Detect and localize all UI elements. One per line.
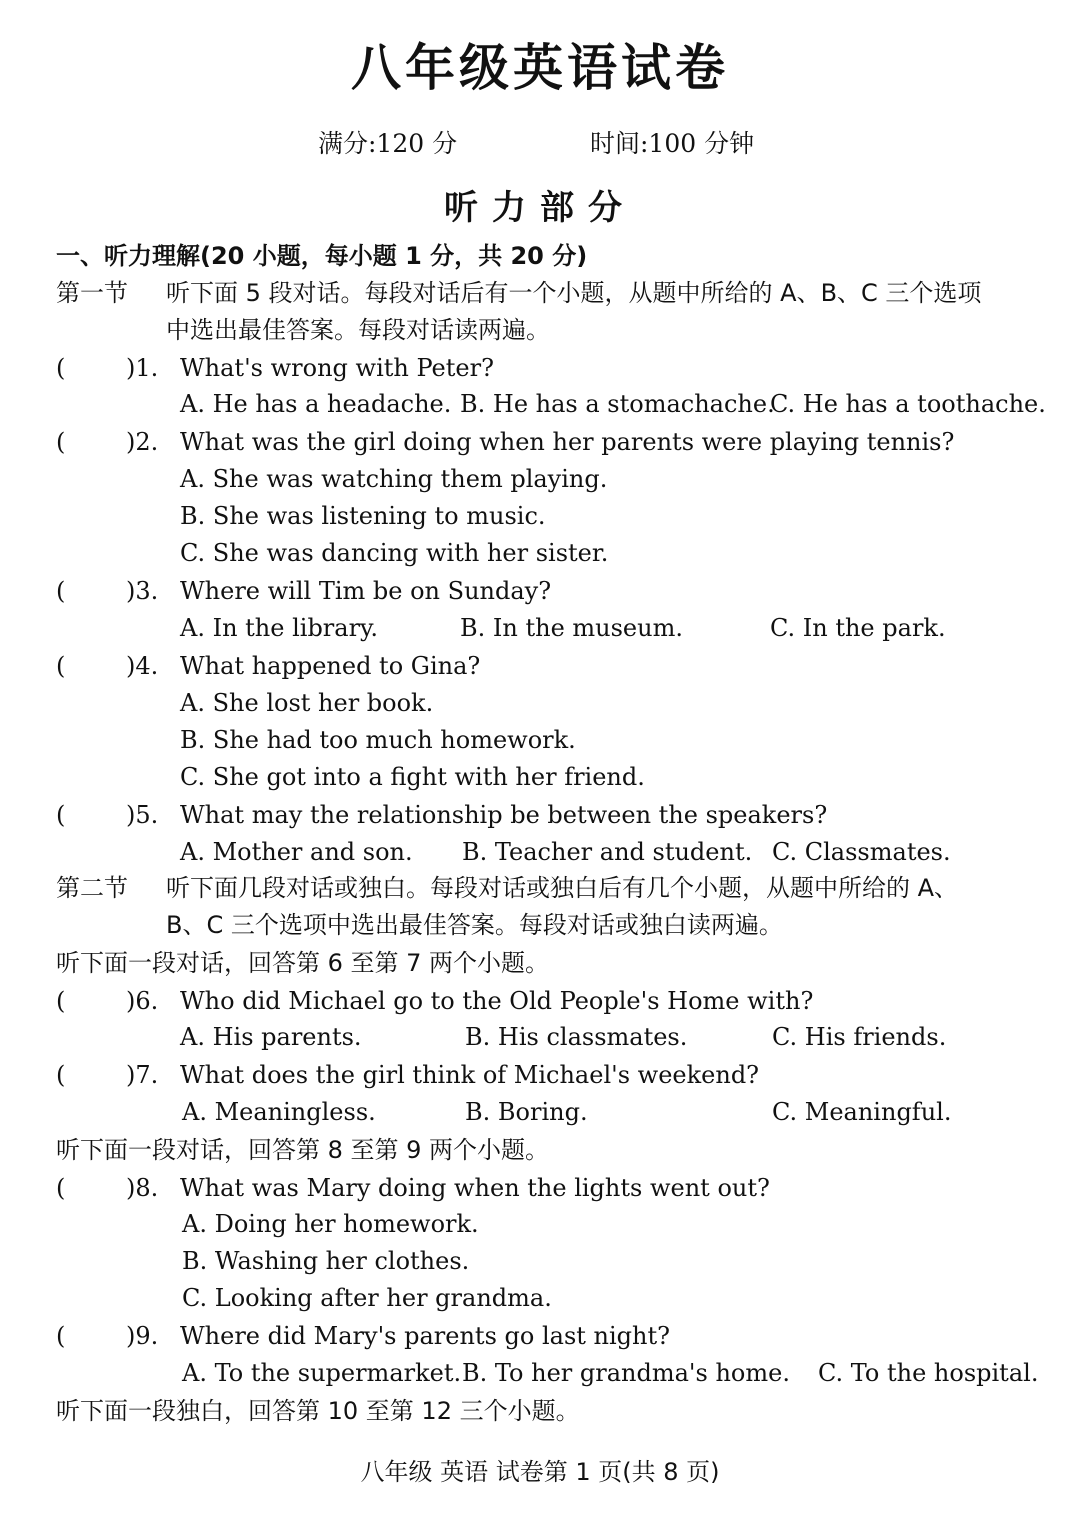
option-b: B. Teacher and student. [462,838,753,866]
question-text: What may the relationship be between the speakers? [180,801,828,829]
instruction-8-9: 听下面一段对话，回答第 8 至第 9 两个小题。 [56,1136,550,1164]
question-text: What's wrong with Peter? [180,354,494,382]
option-row [0,759,1080,795]
option-row [0,1243,1080,1279]
full-score: 满分:120 分 [318,129,458,158]
option-b: B. Boring. [465,1098,588,1126]
instruction-6-7: 听下面一段对话，回答第 6 至第 7 两个小题。 [56,949,550,977]
question-4 [56,648,1046,684]
options-3 [0,610,1080,646]
option-b: B. In the museum. [460,614,683,642]
question-text: What does the girl think of Michael's weekend? [180,1061,760,1089]
question-text: What was the girl doing when her parents were playing tennis? [180,428,955,456]
question-2 [56,424,1046,460]
jie1-instruction-1: 听下面 5 段对话。每段对话后有一个小题，从题中所给的 A、B、C 三个选项 [166,279,982,307]
question-text: What happened to Gina? [180,652,481,680]
option-a: A. She was watching them playing. [180,465,608,493]
option-a: A. To the supermarket. [182,1359,462,1387]
option-a: A. He has a headache. [180,390,452,418]
question-8 [56,1170,1046,1206]
answer-paren[interactable]: ( [56,428,66,456]
option-c: C. His friends. [772,1023,947,1051]
section-title: 听力部分 [444,188,636,228]
options-7 [0,1094,1080,1130]
question-9 [56,1318,1046,1354]
option-a: A. She lost her book. [180,689,434,717]
option-a: A. Doing her homework. [182,1210,479,1238]
question-number: )6. [126,987,159,1015]
question-1 [56,350,1046,386]
option-c: C. To the hospital. [818,1359,1039,1387]
option-c: C. She got into a fight with her friend. [180,763,645,791]
option-row [0,1206,1080,1242]
options-6 [0,1019,1080,1055]
part-heading: 一、听力理解(20 小题，每小题 1 分，共 20 分) [56,242,588,270]
answer-paren[interactable]: ( [56,577,66,605]
jie1-line1 [56,275,1046,311]
option-b: B. She was listening to music. [180,502,546,530]
option-c: C. She was dancing with her sister. [180,539,609,567]
question-number: )4. [126,652,159,680]
options-1 [0,386,1080,422]
option-b: B. His classmates. [465,1023,688,1051]
jie2-instruction-1: 听下面几段对话或独白。每段对话或独白后有几个小题，从题中所给的 A、 [166,874,959,902]
jie1-line2 [56,312,1046,348]
option-b: B. She had too much homework. [180,726,576,754]
question-text: What was Mary doing when the lights went out? [180,1174,770,1202]
jie1-instruction-2: 中选出最佳答案。每段对话读两遍。 [166,316,550,344]
answer-paren[interactable]: ( [56,987,66,1015]
answer-paren[interactable]: ( [56,652,66,680]
option-c: C. Looking after her grandma. [182,1284,552,1312]
option-row [0,685,1080,721]
options-5 [0,834,1080,870]
jie2-label: 第二节 [56,874,128,902]
option-c: C. Meaningful. [772,1098,952,1126]
question-3 [56,573,1046,609]
question-text: Where did Mary's parents go last night? [180,1322,670,1350]
answer-paren[interactable]: ( [56,1174,66,1202]
option-row [0,498,1080,534]
question-text: Where will Tim be on Sunday? [180,577,552,605]
question-number: )9. [126,1322,159,1350]
answer-paren[interactable]: ( [56,801,66,829]
option-b: B. He has a stomachache. [460,390,775,418]
question-number: )8. [126,1174,159,1202]
option-c: C. In the park. [770,614,946,642]
option-row [0,535,1080,571]
answer-paren[interactable]: ( [56,354,66,382]
option-row [0,461,1080,497]
option-row [0,1280,1080,1316]
answer-paren[interactable]: ( [56,1061,66,1089]
question-number: )2. [126,428,159,456]
exam-time: 时间:100 分钟 [590,129,755,158]
option-b: B. Washing her clothes. [182,1247,470,1275]
jie2-instruction-2: B、C 三个选项中选出最佳答案。每段对话或独白读两遍。 [166,911,783,939]
question-number: )1. [126,354,159,382]
question-6 [56,983,1046,1019]
answer-paren[interactable]: ( [56,1322,66,1350]
option-row [0,722,1080,758]
exam-title: 八年级英语试卷 [351,39,729,97]
jie1-label: 第一节 [56,279,128,307]
option-c: C. Classmates. [772,838,951,866]
question-5 [56,797,1046,833]
jie2-line2 [56,907,1046,943]
page-footer: 八年级 英语 试卷第 1 页(共 8 页) [360,1458,720,1486]
option-c: C. He has a toothache. [770,390,1046,418]
jie2-line1 [56,870,1046,906]
option-a: A. Mother and son. [180,838,413,866]
option-b: B. To her grandma's home. [462,1359,790,1387]
option-a: A. Meaningless. [182,1098,376,1126]
question-text: Who did Michael go to the Old People's Home with? [180,987,814,1015]
question-number: )3. [126,577,159,605]
option-a: A. In the library. [180,614,379,642]
option-a: A. His parents. [180,1023,362,1051]
question-number: )5. [126,801,159,829]
question-number: )7. [126,1061,159,1089]
instruction-10-12: 听下面一段独白，回答第 10 至第 12 三个小题。 [56,1397,580,1425]
question-7 [56,1057,1046,1093]
options-9 [0,1355,1080,1391]
